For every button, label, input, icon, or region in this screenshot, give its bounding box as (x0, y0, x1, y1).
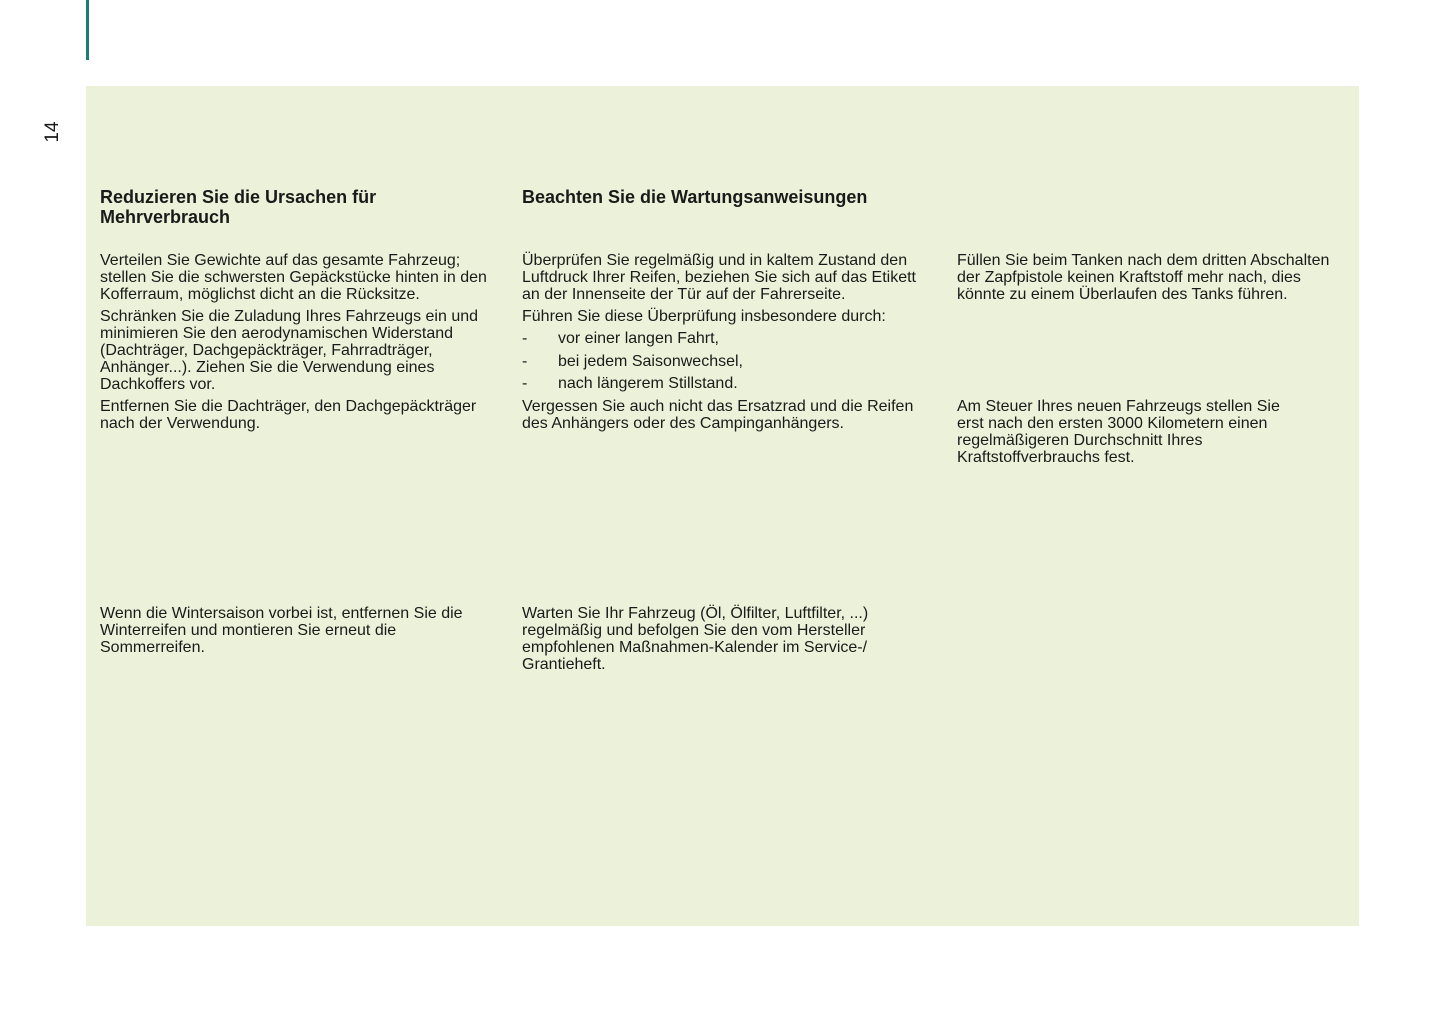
paragraph-check-occasions: Führen Sie diese Überprüfung insbesondere durch: (522, 308, 886, 325)
winter-tyres-text (100, 605, 480, 661)
accent-bar (86, 0, 89, 60)
list-item: - vor einer langen Fahrt, (522, 330, 719, 347)
maintenance-text (522, 252, 934, 437)
reduce-consumption-text (100, 252, 495, 437)
paragraph-tyre-pressure: Überprüfen Sie regelmäßig und in kaltem Zustand den Luftdruck Ihrer Reifen, beziehen Sie sich auf das Etikett an der Innenseite der Tür auf der Fahrerseite. (522, 252, 916, 303)
new-vehicle-text (957, 398, 1287, 471)
paragraph-weight-distribution: Verteilen Sie Gewichte auf das gesamte Fahrzeug; stellen Sie die schwersten Gepäckstücke hinten in den Kofferraum, möglichst dicht an die Rücksitze. (100, 252, 487, 303)
fuel-text (957, 252, 1342, 308)
check-occasions-list (522, 330, 934, 392)
paragraph-winter-tyres: Wenn die Wintersaison vorbei ist, entfernen Sie die Winterreifen und montieren Sie erneut die Sommerreifen. (100, 605, 463, 656)
paragraph-remove-roof-rack: Entfernen Sie die Dachträger, den Dachgepäckträger nach der Verwendung. (100, 398, 477, 432)
page-number: 14 (42, 121, 63, 143)
heading-reduce-consumption: Reduzieren Sie die Ursachen für Mehrverbrauch (100, 187, 377, 227)
paragraph-load-limit: Schränken Sie die Zuladung Ihres Fahrzeugs ein und minimieren Sie den aerodynamischen Widerstand (Dachträger, Dachgepäckträger, Fahrradträger, Anhänger...). Ziehen Sie die Verwendung eines Dachkoffers vor. (100, 308, 479, 393)
list-item: - nach längerem Stillstand. (522, 375, 738, 392)
heading-maintenance: Beachten Sie die Wartungsanweisungen (522, 187, 868, 207)
paragraph-refuelling: Füllen Sie beim Tanken nach dem dritten Abschalten der Zapfpistole keinen Kraftstoff mehr nach, dies könnte zu einem Überlaufen des Tanks führen. (957, 252, 1330, 303)
paragraph-service-schedule: Warten Sie Ihr Fahrzeug (Öl, Ölfilter, Luftfilter, ...) regelmäßig und befolgen Sie den vom Hersteller empfohlenen Maßnahmen-Kalender im Service-/ Grantieheft. (522, 605, 869, 673)
list-item: - bei jedem Saisonwechsel, (522, 352, 743, 370)
service-text (522, 605, 907, 678)
paragraph-spare-wheel: Vergessen Sie auch nicht das Ersatzrad und die Reifen des Anhängers oder des Campinganhängers. (522, 397, 914, 432)
paragraph-new-vehicle: Am Steuer Ihres neuen Fahrzeugs stellen Sie erst nach den ersten 3000 Kilometern einen regelmäßigeren Durchschnitt Ihres Kraftstoffverbrauchs fest. (957, 398, 1280, 466)
